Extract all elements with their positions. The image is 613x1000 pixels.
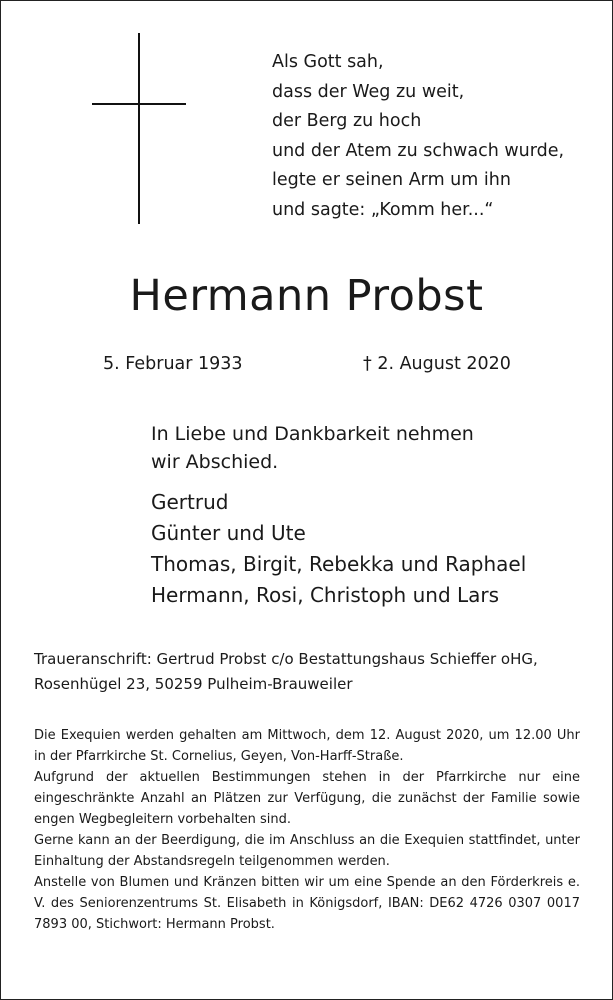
- details-paragraph: Anstelle von Blumen und Kränzen bitten wir um eine Spende an den Förderkreis e. V. des Seniorenzentrums St. Elisabeth in Königsdorf, IBAN: DE62 4726 0307 0017 7893 00, Stichwort: Hermann Probst.: [34, 875, 580, 932]
- details-paragraph: Die Exequien werden gehalten am Mittwoch, dem 12. August 2020, um 12.00 Uhr in der Pfarrkirche St. Cornelius, Geyen, Von-Harff-Straße.: [34, 728, 580, 764]
- poem-line: legte er seinen Arm um ihn: [272, 170, 511, 190]
- poem: [272, 48, 564, 225]
- family-member: Günter und Ute: [151, 521, 306, 545]
- family-member: Gertrud: [151, 490, 229, 514]
- deceased-name: Hermann Probst: [129, 271, 484, 321]
- farewell-line: wir Abschied.: [151, 451, 279, 473]
- poem-line: und der Atem zu schwach wurde,: [272, 140, 565, 161]
- family-member: Hermann, Rosi, Christoph und Lars: [151, 583, 500, 607]
- address-line: Rosenhügel 23, 50259 Pulheim-Brauweiler: [34, 675, 353, 693]
- poem-line: Als Gott sah,: [272, 52, 384, 72]
- farewell-line: In Liebe und Dankbarkeit nehmen: [151, 423, 474, 445]
- poem-line: dass der Weg zu weit,: [272, 81, 465, 102]
- address-line: Traueranschrift: Gertrud Probst c/o Bestattungshaus Schieffer oHG,: [34, 650, 538, 668]
- details-paragraph: Aufgrund der aktuellen Bestimmungen stehen in der Pfarrkirche nur eine eingeschränkte Anzahl an Plätzen zur Verfügung, die zunächst der Familie sowie engen Wegbegleitern vorbehalten sind.: [34, 770, 580, 827]
- farewell-text: [151, 420, 474, 476]
- family-list: [151, 487, 526, 611]
- funeral-details: [34, 725, 580, 935]
- family-member: Thomas, Birgit, Rebekka und Raphael: [151, 552, 527, 576]
- cross-vertical-bar: [138, 33, 140, 224]
- cross-horizontal-bar: [92, 103, 186, 105]
- death-date: † 2. August 2020: [363, 354, 511, 374]
- mourning-address: [34, 647, 538, 697]
- poem-line: der Berg zu hoch: [272, 111, 422, 131]
- details-paragraph: Gerne kann an der Beerdigung, die im Anschluss an die Exequien stattfindet, unter Einhaltung der Abstandsregeln teilgenommen werden.: [34, 833, 580, 869]
- poem-line: und sagte: „Komm her...“: [272, 199, 494, 220]
- birth-date: 5. Februar 1933: [103, 354, 243, 374]
